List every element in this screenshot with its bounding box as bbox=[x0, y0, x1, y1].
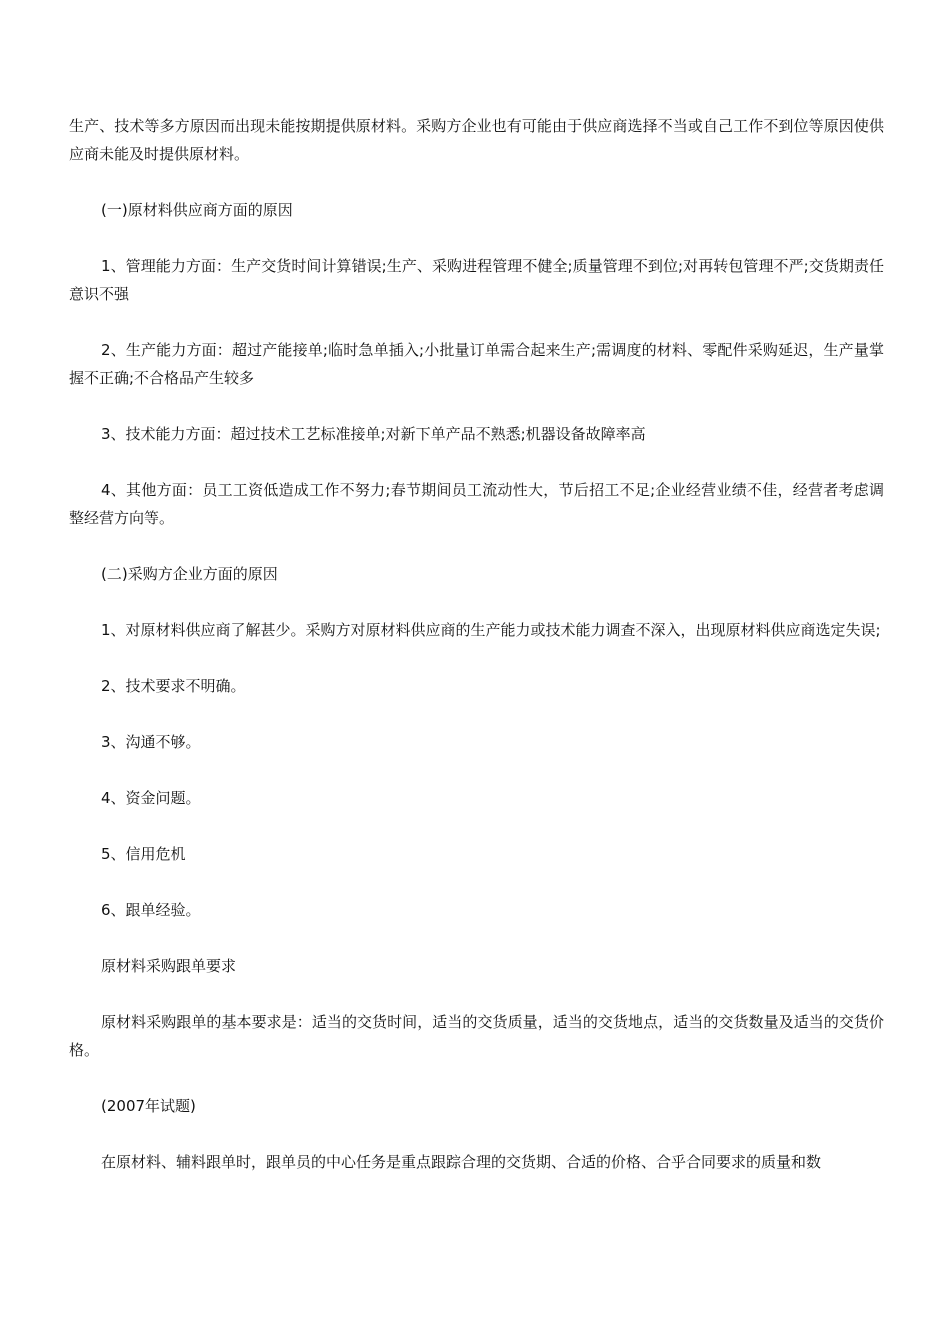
list-item-experience: 6、跟单经验。 bbox=[101, 901, 201, 919]
section-heading-buyer-reasons: (二)采购方企业方面的原因 bbox=[101, 565, 278, 583]
list-item-funding: 4、资金问题。 bbox=[101, 789, 201, 807]
paragraph-central-task: 在原材料、辅料跟单时，跟单员的中心任务是重点跟踪合理的交货期、合适的价格、合乎合同要求的质量和数 bbox=[101, 1153, 822, 1171]
paragraph-intro: 生产、技术等多方原因而出现未能按期提供原材料。采购方企业也有可能由于供应商选择不当或自己工作不到位等原因使供应商未能及时提供原材料。 bbox=[69, 117, 884, 163]
list-item-management: 1、管理能力方面：生产交货时间计算错误;生产、采购进程管理不健全;质量管理不到位;对再转包管理不严;交货期责任意识不强 bbox=[69, 257, 884, 303]
exam-year-note: (2007年试题) bbox=[101, 1097, 196, 1115]
list-item-credit: 5、信用危机 bbox=[101, 845, 186, 863]
list-item-communication: 3、沟通不够。 bbox=[101, 733, 201, 751]
list-item-technical: 3、技术能力方面：超过技术工艺标准接单;对新下单产品不熟悉;机器设备故障率高 bbox=[101, 425, 646, 443]
list-item-other: 4、其他方面：员工工资低造成工作不努力;春节期间员工流动性大，节后招工不足;企业经营业绩不佳，经营者考虑调整经营方向等。 bbox=[69, 481, 884, 527]
section-heading-requirements: 原材料采购跟单要求 bbox=[101, 957, 237, 975]
paragraph-basic-requirements: 原材料采购跟单的基本要求是：适当的交货时间，适当的交货质量，适当的交货地点，适当的交货数量及适当的交货价格。 bbox=[69, 1013, 884, 1059]
list-item-tech-requirements: 2、技术要求不明确。 bbox=[101, 677, 246, 695]
document-body bbox=[69, 112, 884, 1176]
list-item-production: 2、生产能力方面：超过产能接单;临时急单插入;小批量订单需合起来生产;需调度的材料、零配件采购延迟，生产量掌握不正确;不合格品产生较多 bbox=[69, 341, 884, 387]
section-heading-supplier-reasons: (一)原材料供应商方面的原因 bbox=[101, 201, 293, 219]
list-item-supplier-knowledge: 1、对原材料供应商了解甚少。采购方对原材料供应商的生产能力或技术能力调查不深入，出现原材料供应商选定失误; bbox=[101, 621, 881, 639]
